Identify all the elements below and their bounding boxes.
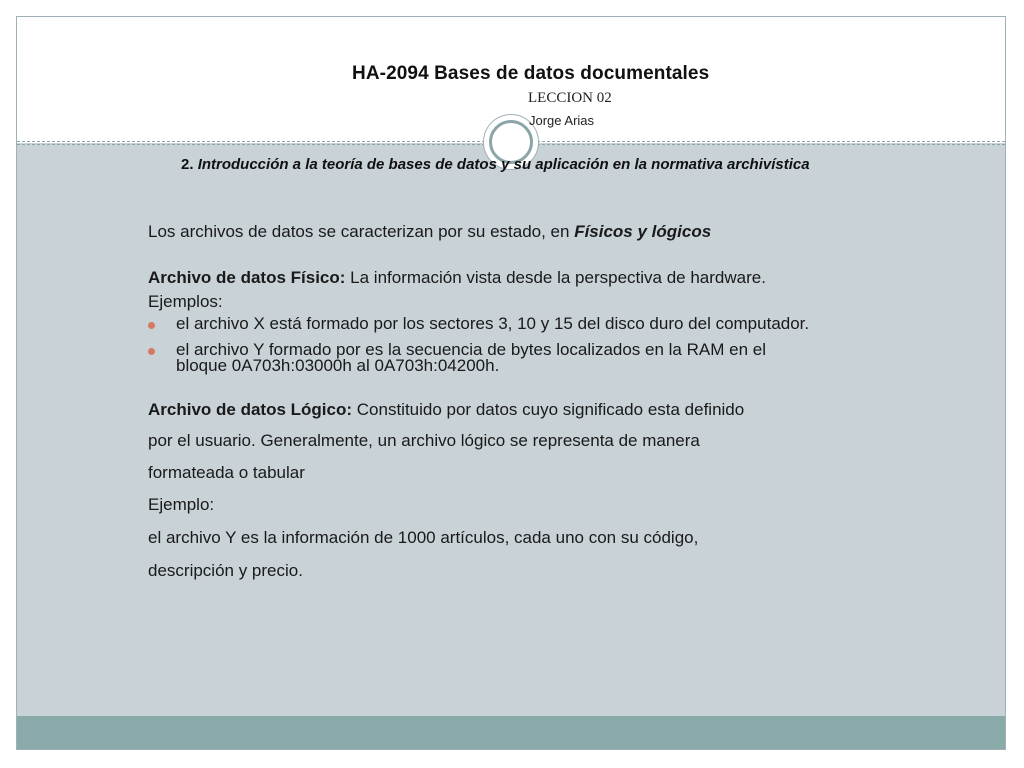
bullet-text-line-2: bloque 0A703h:03000h al 0A703h:04200h. <box>176 356 500 375</box>
fisico-text: La información vista desde la perspectiva de hardware. <box>345 268 766 287</box>
section-subtitle-text: Introducción a la teoría de bases de datos y su aplicación en la normativa archivística <box>197 156 810 173</box>
slide-footer-band <box>17 716 1005 750</box>
logico-paragraph <box>148 400 978 420</box>
logico-example-line-2: descripción y precio. <box>148 561 303 580</box>
bullet-text-line-1: el archivo Y formado por es la secuencia de bytes localizados en la RAM en el <box>176 340 766 359</box>
bullet-dot-icon <box>148 322 155 329</box>
logico-line-1: Constituido por datos cuyo significado esta definido <box>352 400 745 419</box>
fisico-label: Archivo de datos Físico: <box>148 268 346 287</box>
logico-example-line-1: el archivo Y es la información de 1000 artículos, cada uno con su código, <box>148 528 699 547</box>
slide-title: HA-2094 Bases de datos documentales <box>352 63 710 84</box>
intro-paragraph <box>148 222 978 242</box>
intro-emphasis: Físicos y lógicos <box>574 222 712 241</box>
lesson-label: LECCION 02 <box>528 90 612 106</box>
author-name: Jorge Arias <box>529 113 595 128</box>
slide-frame <box>16 16 1006 750</box>
section-subtitle <box>181 156 810 173</box>
logico-line-3: formateada o tabular <box>148 463 305 482</box>
logico-label: Archivo de datos Lógico: <box>148 400 353 419</box>
fisico-examples-label: Ejemplos: <box>148 292 223 311</box>
logico-example-label: Ejemplo: <box>148 495 215 514</box>
section-number: 2. <box>181 156 194 173</box>
bullet-dot-icon <box>148 348 155 355</box>
bullet-text: el archivo X está formado por los sectores 3, 10 y 15 del disco duro del computador. <box>176 314 810 333</box>
fisico-paragraph <box>148 268 978 288</box>
logico-line-2: por el usuario. Generalmente, un archivo lógico se representa de manera <box>148 431 700 450</box>
intro-text: Los archivos de datos se caracterizan por su estado, en <box>148 222 575 241</box>
